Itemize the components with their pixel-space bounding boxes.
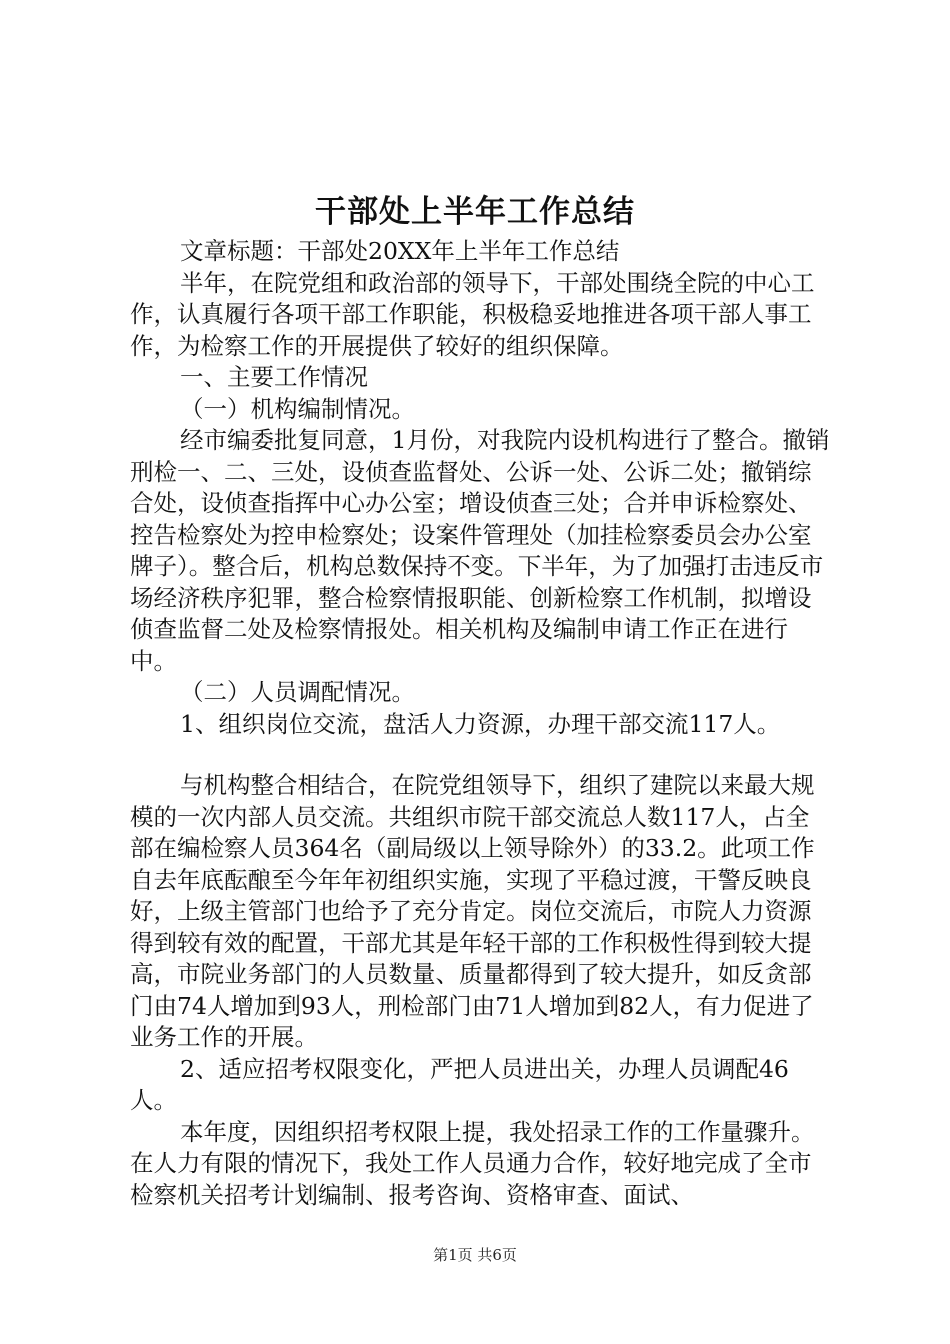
job-rotation-paragraph: 与机构整合相结合，在院党组领导下，组织了建院以来最大规模的一次内部人员交流。共组织市院干部交流总人数117人，占全部在编检察人员364名（副局级以上领导除外）的33.2。此项工作自去年底酝酿至今年年初组织实施，实现了平稳过渡，干警反映良好，上级主管部门也给予了充分肯定。岗位交流后，市院人力资源得到较有效的配置，干部尤其是年轻干部的工作积极性得到较大提高，市院业务部门的人员数量、质量都得到了较大提升，如反贪部门由74人增加到93人，刑检部门由71人增加到82人，有力促进了业务工作的开展。: [130, 771, 815, 1051]
page-number-footer: 第1页 共6页: [433, 1246, 517, 1264]
item-heading-job-rotation: 1、组织岗位交流，盘活人力资源，办理干部交流117人。: [180, 709, 781, 738]
item-heading-recruitment: 2、适应招考权限变化，严把人员进出关，办理人员调配46人。: [130, 1054, 789, 1114]
document-title: 干部处上半年工作总结: [315, 194, 635, 230]
section-heading-main-work: 一、主要工作情况: [180, 363, 368, 391]
subsection-heading-personnel: （二）人员调配情况。: [180, 678, 415, 706]
recruitment-paragraph: 本年度，因组织招考权限上提，我处招录工作的工作量骤升。在人力有限的情况下，我处工作人员通力合作，较好地完成了全市检察机关招考计划编制、报考咨询、资格审查、面试、: [130, 1117, 815, 1209]
organization-paragraph: 经市编委批复同意，1月份，对我院内设机构进行了整合。撤销刑检一、二、三处，设侦查监督处、公诉一处、公诉二处；撤销综合处，设侦查指挥中心办公室；增设侦查三处；合并申诉检察处、控告检察处为控申检察处；设案件管理处（加挂检察委员会办公室牌子）。整合后，机构总数保持不变。下半年，为了加强打击违反市场经济秩序犯罪，整合检察情报职能、创新检察工作机制，拟增设侦查监督二处及检察情报处。相关机构及编制申请工作正在进行中。: [130, 426, 830, 675]
article-title-line: 文章标题：干部处20XX年上半年工作总结: [180, 237, 620, 265]
subsection-heading-organization: （一）机构编制情况。: [180, 394, 415, 423]
document-body: [130, 236, 830, 1211]
paragraph-gap: [130, 740, 830, 770]
intro-paragraph: 半年，在院党组和政治部的领导下，干部处围绕全院的中心工作，认真履行各项干部工作职能，积极稳妥地推进各项干部人事工作，为检察工作的开展提供了较好的组织保障。: [130, 268, 815, 360]
